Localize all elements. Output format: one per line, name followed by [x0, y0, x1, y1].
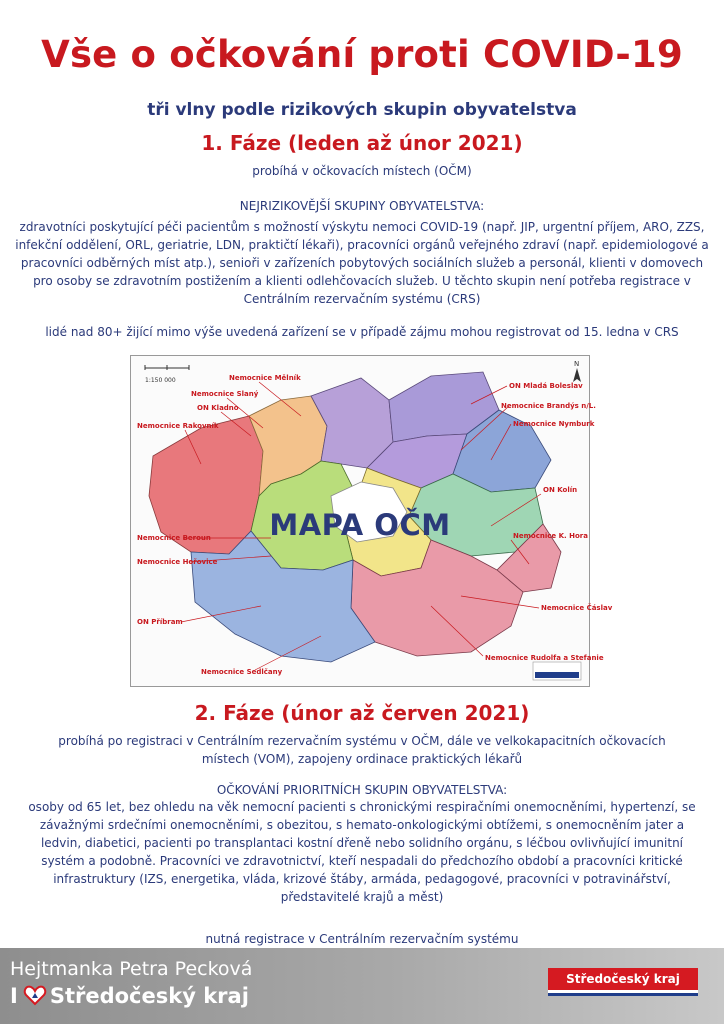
map-label: Nemocnice Mělník [229, 374, 301, 382]
phase2-note: nutná registrace v Centrálním rezervačním systému [205, 932, 519, 946]
phase1-note: lidé nad 80+ žijící mimo výše uvedená zařízení se v případě zájmu mohou registrovat od 15. ledna v CRS [45, 325, 679, 339]
phase2-groups-heading: OČKOVÁNÍ PRIORITNÍCH SKUPIN OBYVATELSTVA: [216, 783, 508, 797]
footer-region-name: Středočeský kraj [49, 984, 249, 1008]
phase1-groups-heading: NEJRIZIKOVĚJŠÍ SKUPINY OBYVATELSTVA: [239, 199, 485, 213]
phase1-location: probíhá v očkovacích místech (OČM) [252, 164, 472, 178]
phase2-intro: probíhá po registraci v Centrálním rezervačním systému v OČM, dále ve velkokapacitních očkovacích místech (VOM), zapojeny ordinace praktických lékařů [58, 734, 666, 766]
map-label: Nemocnice Nymburk [513, 420, 595, 428]
map-label: Nemocnice Slaný [191, 390, 259, 398]
page-title: Vše o očkování proti COVID-19 [41, 33, 683, 76]
map-label: Nemocnice Brandýs n/L. [501, 402, 596, 410]
map-overlay-label: MAPA OČM [269, 508, 451, 542]
map-label: Nemocnice Rakovník [137, 422, 219, 430]
footer-love-region [10, 984, 249, 1010]
footer-i-text: I [10, 984, 18, 1008]
ocm-map [130, 355, 613, 687]
scale-text: 1:150 000 [145, 377, 176, 384]
scale-bar [145, 365, 189, 384]
map-label: ON Příbram [137, 618, 183, 626]
map-label: Nemocnice Rudolfa a Stefanie [485, 654, 604, 662]
brand-logo-label: Středočeský kraj [548, 968, 698, 990]
map-label: ON Kladno [197, 404, 239, 412]
page-subtitle: tři vlny podle rizikových skupin obyvatelstva [147, 100, 577, 120]
north-arrow-icon [573, 360, 581, 382]
map-label: Nemocnice Čáslav [541, 604, 613, 612]
map-label: ON Kolín [543, 486, 578, 494]
footer-governor-name: Hejtmanka Petra Pecková [10, 958, 253, 980]
svg-text:N: N [574, 360, 580, 368]
phase1-groups-text: zdravotníci poskytující péči pacientům s možností výskytu nemoci COVID-19 (např. JIP, urgentní příjem, ARO, ZZS, infekční oddělení, ORL, geriatrie, LDN, praktičtí lékaři), pracovníci orgánů veřejného zdraví (např. epidemiologové a pracovníci odběrných míst atp.), senioři v zařízeních pobytových sociálních služeb a personál, klienti v domovech pro osoby se zdravotním postižením a klienti odlehčovacích služeb. U těchto skupin není potřeba registrace v Centrálním rezervačním systému (CRS) [15, 220, 709, 306]
brand-stripe-blue [548, 993, 698, 996]
brand-logo [548, 968, 698, 998]
map-label: Nemocnice Beroun [137, 534, 211, 542]
phase2-groups-text: osoby od 65 let, bez ohledu na věk nemocní pacienti s chronickými respiračními onemocněními, hypertenzí, se závažnými srdečními onemocněními, s obezitou, s hemato-onkologickými obtížemi, s onemocněním jater a ledvin, diabetici, pacienti po transplantaci kostní dřeně nebo solidního orgánu, s léčbou ovlivňující imunitní systém a podobně. Pracovníci ve zdravotnictví, kteří nespadali do předchozího období a pracovníci kritické infrastruktury (IZS, energetika, vláda, krizové štáby, armáda, pedagogové, pracovníci v potravinářství, představitelé krajů a měst) [28, 800, 696, 904]
map-label: Nemocnice Hořovice [137, 558, 218, 566]
map-label: ON Mladá Boleslav [509, 382, 583, 390]
map-label: Nemocnice K. Hora [513, 532, 588, 540]
map-label: Nemocnice Sedlčany [201, 668, 283, 676]
phase1-heading: 1. Fáze (leden až únor 2021) [201, 131, 523, 155]
heart-icon [24, 985, 46, 1010]
phase2-heading: 2. Fáze (únor až červen 2021) [194, 701, 530, 725]
